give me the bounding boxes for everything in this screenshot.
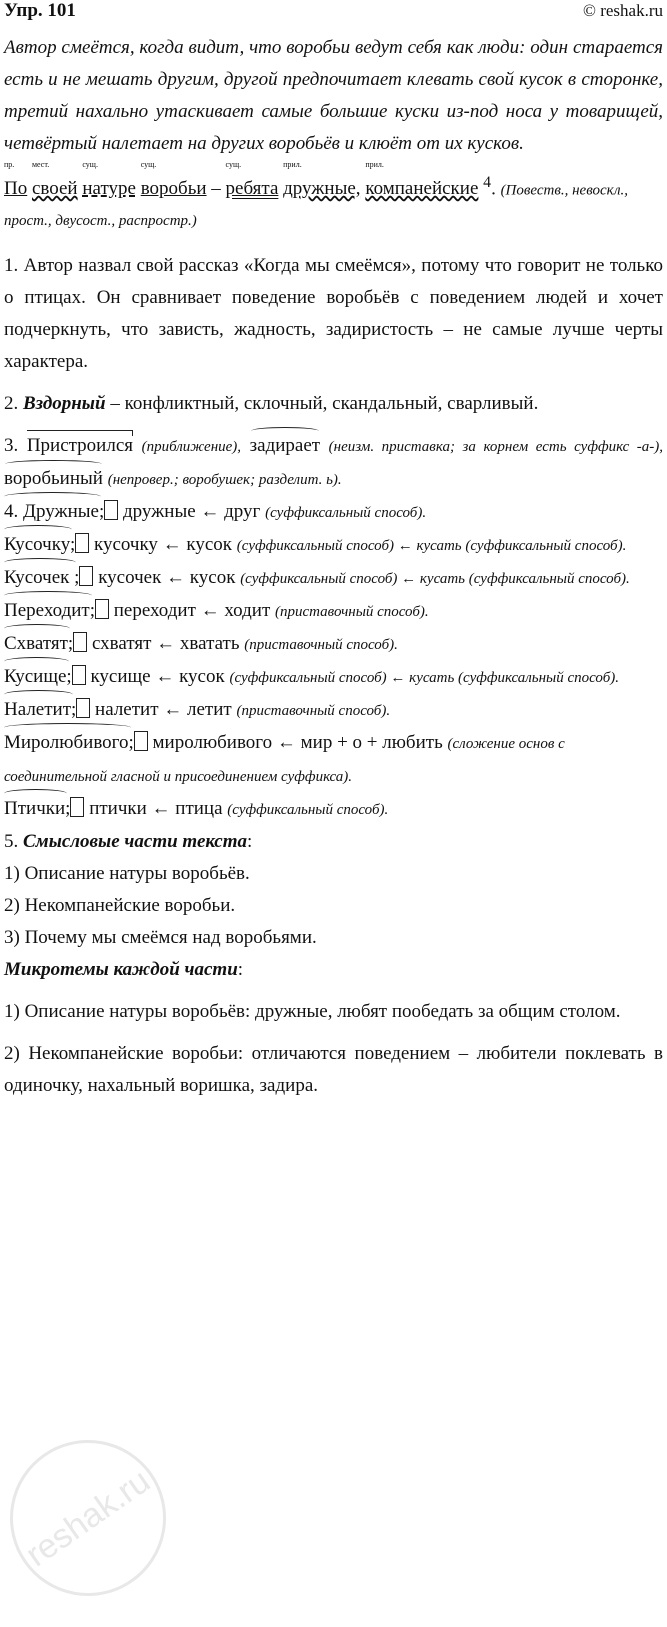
part-of-speech-label: прил.	[283, 160, 302, 170]
source-link[interactable]: © reshak.ru	[583, 1, 663, 20]
morpheme-row	[4, 529, 663, 562]
morpheme-row	[4, 562, 663, 595]
parsed-sentence: пр. По мест. своей сущ. натуре сущ. воробьи – сущ. ребята прил. дружные, прил. компанейские $^4$. (Повеств., невоскл., прост., двусост., распростр.)	[4, 160, 629, 230]
derivation-method: (суффиксальный способ).	[227, 802, 389, 819]
ending-box-icon	[134, 731, 148, 751]
analysed-word: Схватят;	[4, 628, 73, 660]
ending-box-icon	[75, 533, 89, 553]
derivation-method: (суффиксальный способ) ← кусать (суффиксальный способ).	[236, 538, 627, 555]
part-of-speech-label: сущ.	[225, 160, 242, 170]
derivation-method: (приставочный способ).	[236, 703, 391, 720]
analysed-word: Миролюбивого;	[4, 727, 134, 759]
analysed-word: Налетит;	[4, 694, 76, 726]
morpheme-row	[4, 694, 663, 727]
intro-paragraph: Автор смеётся, когда видит, что воробьи ведут себя как люди: один старается есть и не мешать другим, другой предпочитает клевать свой кусок в сторонке, третий нахально утаскивает самые большие куски из-под носа у товарищей, четвёртый налетает на других воробьёв и клюёт от их кусков.	[4, 37, 663, 154]
derivation-chain: миролюбивого ← мир + о + любить	[152, 732, 443, 754]
micro-list	[4, 996, 663, 1102]
morpheme-row	[4, 496, 663, 529]
part-of-speech-label: сущ.	[140, 160, 157, 170]
sentence-word	[225, 160, 279, 204]
morpheme-row	[4, 727, 663, 793]
derivation-chain: схватят ← хватать	[91, 633, 240, 655]
list-item: 2) Некомпанейские воробьи: отличаются поведением – любители поклевать в одиночку, нахальный воришка, задира.	[4, 1043, 663, 1097]
analysed-word: Кусище;	[4, 661, 72, 693]
derivation-chain: кусочку ← кусок	[93, 534, 233, 556]
parts-list	[4, 858, 663, 954]
word-pristroilsya: Пристроился	[27, 430, 133, 462]
ending-box-icon	[104, 500, 118, 520]
derivation-chain: кусище ← кусок	[90, 666, 225, 688]
answer-3: 3. Пристроился (приближение), задирает (неизм. приставка; за корнем есть суффикс -а-), воробьиный (непровер.; воробушек; разделит. ь).	[4, 430, 663, 496]
morpheme-analysis-list	[4, 496, 663, 826]
word-text: дружные,	[283, 178, 361, 200]
analysed-word: Кусочку;	[4, 529, 75, 561]
derivation-method: (суффиксальный способ) ← кусать (суффиксальный способ).	[240, 571, 630, 588]
derivation-chain: дружные ← друг	[122, 501, 261, 523]
sentence-word	[82, 160, 136, 204]
watermark-logo: reshak.ru	[0, 1409, 197, 1626]
word-vorobiny: воробьиный	[4, 463, 103, 495]
list-item: 2) Некомпанейские воробьи.	[4, 895, 236, 917]
sentence-word	[31, 160, 78, 204]
part-of-speech-label: сущ.	[82, 160, 98, 170]
analysed-word: 4. Дружные;	[4, 496, 104, 528]
part-of-speech-label: прил.	[365, 160, 384, 170]
derivation-method: (суффиксальный способ).	[265, 505, 427, 522]
derivation-method: (сложение основ с соединительной гласной и присоединением суффикса).	[4, 736, 565, 786]
word-zadiraet: задирает	[250, 430, 320, 462]
sentence-word	[365, 160, 479, 204]
word-text: компанейские	[365, 178, 479, 200]
answer-2: 2. Вздорный – конфликтный, склочный, скандальный, сварливый.	[4, 393, 539, 415]
answer-1: 1. Автор назвал свой рассказ «Когда мы смеёмся», потому что говорит не только о птицах. Он сравнивает поведение воробьёв с поведением людей и хочет подчеркнуть, что зависть, жадность, задиристость – не самые лучше черты характера.	[4, 255, 663, 373]
part-of-speech-label: мест.	[31, 160, 50, 170]
word-text: натуре	[82, 178, 136, 200]
sentence-analysis: (Повеств., невоскл., прост., двусост., распростр.)	[4, 182, 629, 230]
analysed-word: Птички;	[4, 793, 70, 825]
analysed-word: Переходит;	[4, 595, 95, 627]
morpheme-row	[4, 595, 663, 628]
document-page	[4, 0, 663, 1102]
morpheme-row	[4, 628, 663, 661]
micro-title: Микротемы каждой части	[4, 959, 238, 981]
word-text: ребята	[225, 178, 279, 200]
derivation-chain: птички ← птица	[89, 798, 223, 820]
analysed-word: Кусочек ;	[4, 562, 79, 594]
page-header	[4, 0, 663, 32]
sentence-word: –	[211, 178, 221, 200]
sentence-word	[140, 160, 207, 204]
derivation-chain: переходит ← ходит	[113, 600, 271, 622]
ending-box-icon	[79, 566, 93, 586]
list-item: 1) Описание натуры воробьёв.	[4, 863, 250, 885]
derivation-chain: налетит ← летит	[95, 699, 232, 721]
list-item: 3) Почему мы смеёмся над воробьями.	[4, 927, 317, 949]
ending-box-icon	[76, 698, 90, 718]
exercise-number: Упр. 101	[4, 0, 76, 21]
vocab-word: Вздорный	[23, 393, 106, 415]
answer-5-heading: 5. Смысловые части текста:	[4, 831, 253, 853]
derivation-method: (суффиксальный способ) ← кусать (суффиксальный способ).	[229, 670, 619, 687]
word-text: своей	[31, 178, 78, 200]
part-of-speech-label: пр.	[4, 160, 15, 170]
morpheme-row	[4, 661, 663, 694]
morpheme-row	[4, 793, 663, 826]
ending-box-icon	[72, 665, 86, 685]
list-item: 1) Описание натуры воробьёв: дружные, любят пообедать за общим столом.	[4, 1001, 621, 1023]
word-text: воробьи	[140, 178, 207, 200]
word-text: По	[4, 178, 28, 200]
derivation-method: (приставочный способ).	[275, 604, 429, 621]
sentence-word	[4, 160, 28, 204]
ending-box-icon	[70, 797, 84, 817]
sentence-word	[283, 160, 361, 204]
ending-box-icon	[95, 599, 109, 619]
footnote-mark: 4	[483, 174, 492, 191]
micro-heading: Микротемы каждой части:	[4, 959, 244, 981]
parts-title: Смысловые части текста	[23, 831, 247, 853]
derivation-method: (приставочный способ).	[244, 637, 398, 654]
ending-box-icon	[73, 632, 87, 652]
derivation-chain: кусочек ← кусок	[98, 567, 236, 589]
